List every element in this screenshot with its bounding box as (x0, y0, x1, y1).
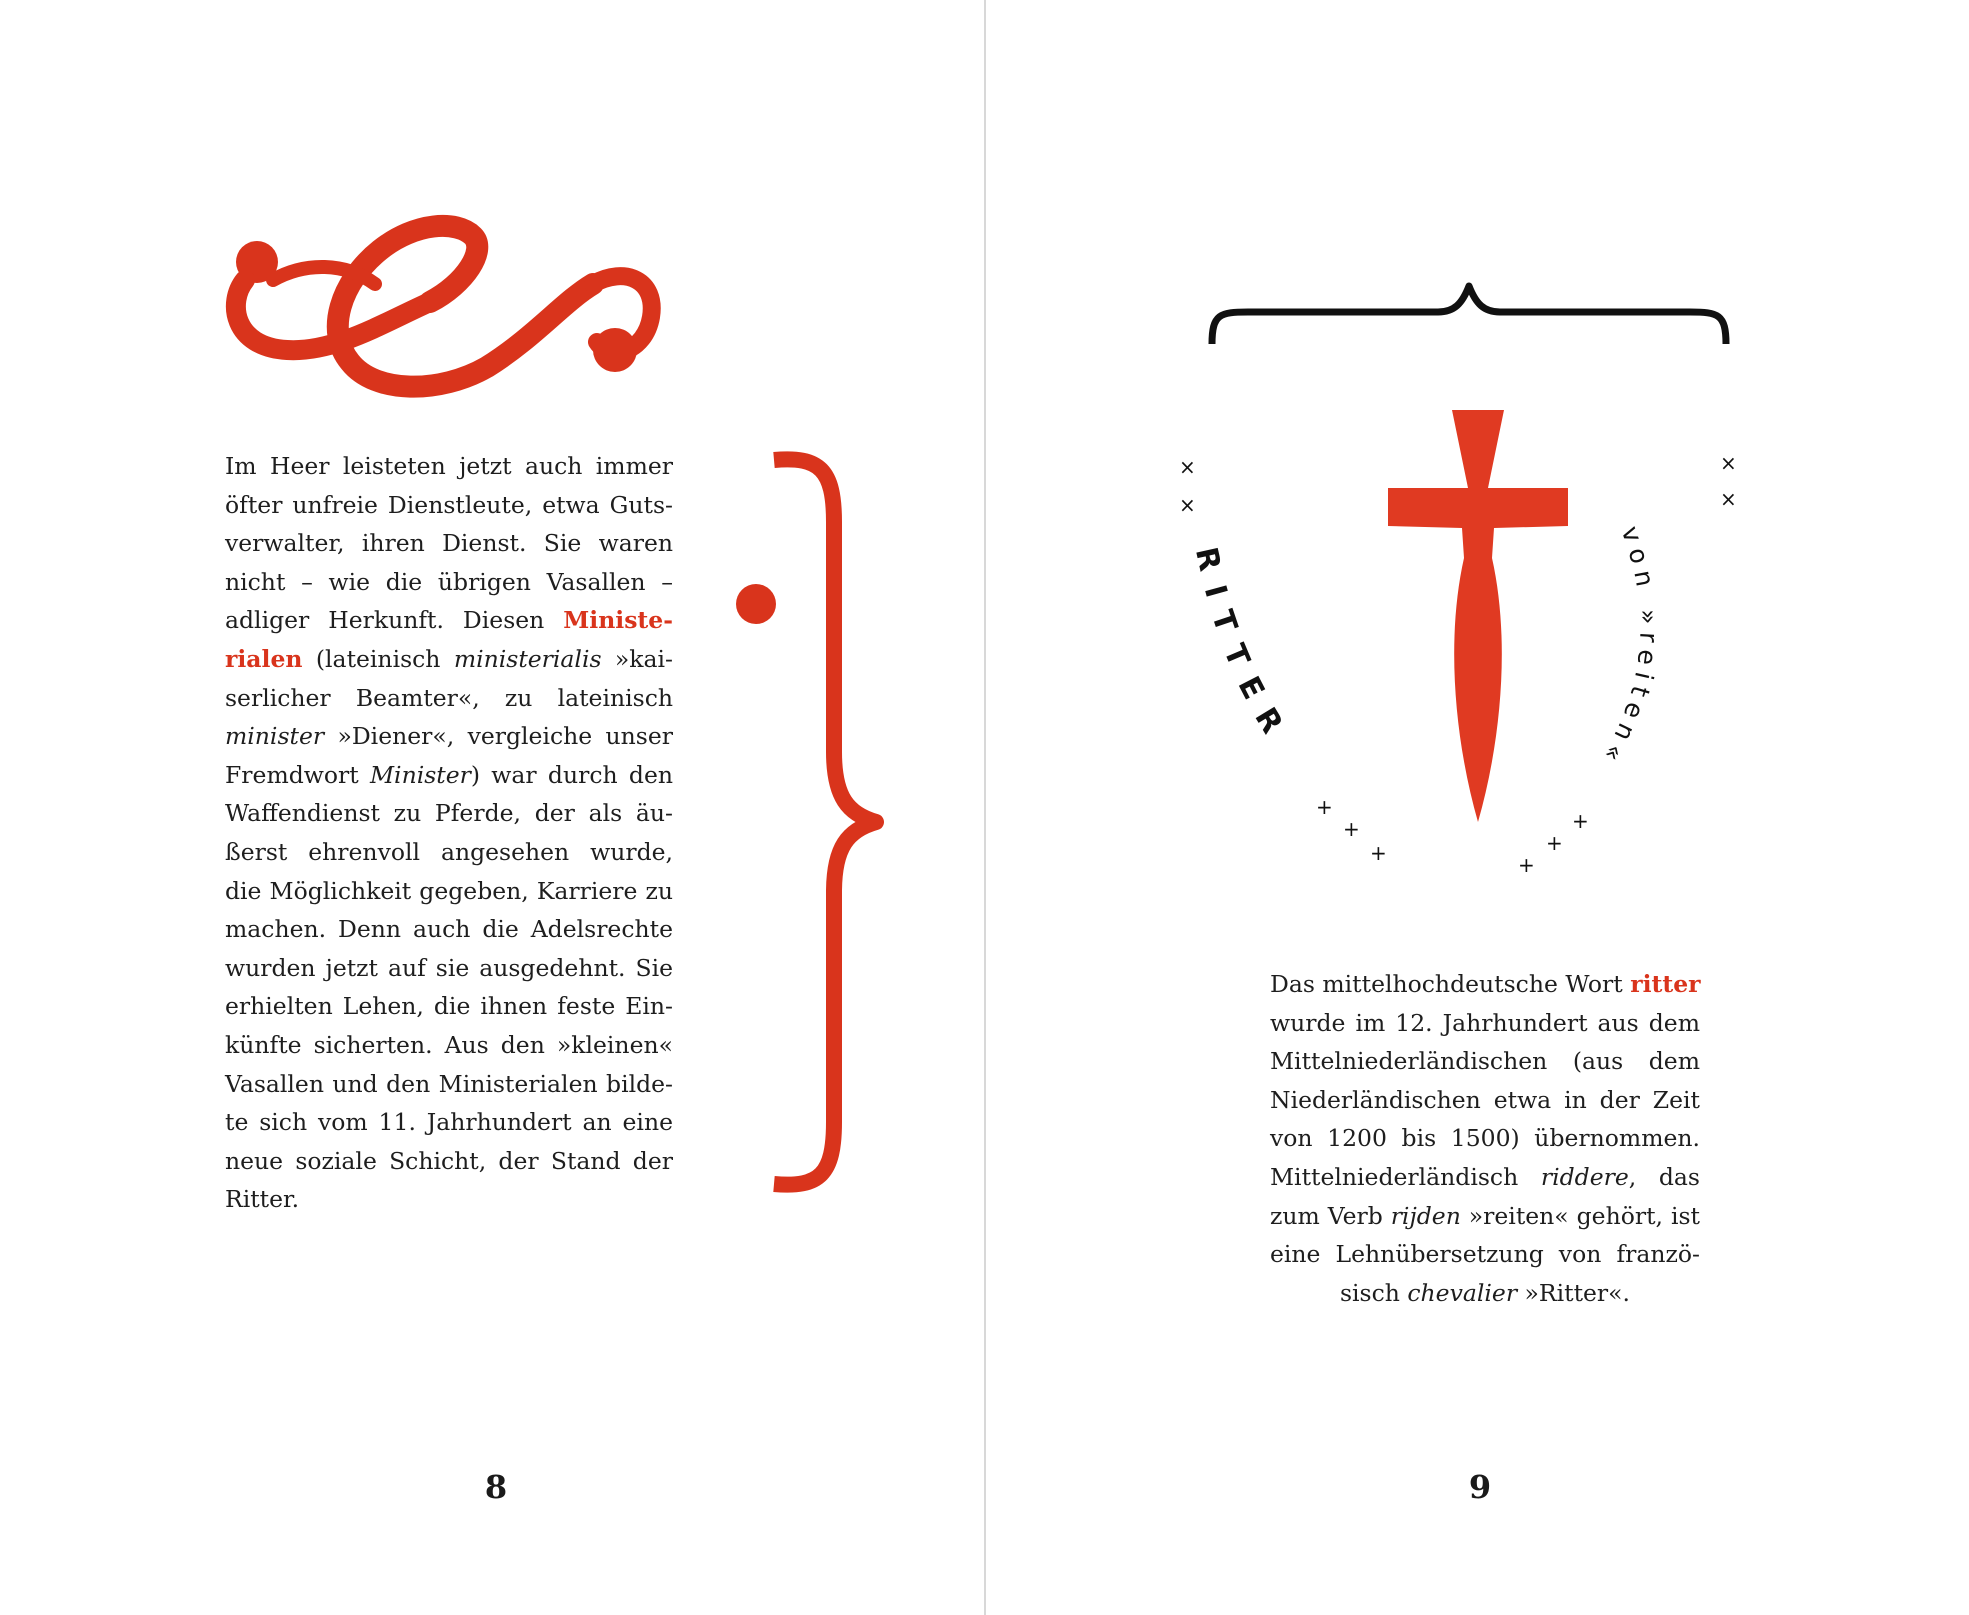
text-line: die Möglichkeit gegeben, Karriere zu (225, 876, 673, 905)
highlight-ritter: ritter (1630, 970, 1701, 998)
left-page (0, 0, 984, 1615)
arc-text-figure (1176, 440, 1756, 900)
cross-mark: × (1720, 487, 1737, 511)
arc-label-von-reiten: von »reiten« (1594, 522, 1664, 773)
text-line: sisch chevalier »Ritter«. (1339, 1278, 1630, 1307)
text-line: Mittelniederländisch riddere, das (1270, 1162, 1700, 1191)
text-line: Mittelniederländischen (aus dem (1270, 1047, 1700, 1076)
text-line: Vasallen und den Ministerialen bilde- (225, 1069, 673, 1098)
right-body-text (1270, 965, 1700, 1312)
cross-mark: × (1179, 493, 1196, 517)
text-line: von 1200 bis 1500) übernommen. (1270, 1124, 1700, 1153)
text-line: rialen (lateinisch ministerialis »kai- (225, 644, 673, 673)
text-line: Im Heer leisteten jetzt auch immer (225, 452, 673, 480)
text-line: ßerst ehrenvoll angesehen wurde, (225, 837, 673, 866)
text-line: te sich vom 11. Jahrhundert an eine (225, 1108, 673, 1137)
text-line: wurden jetzt auf sie ausgedehnt. Sie (225, 953, 673, 982)
text-line: machen. Denn auch die Adelsrechte (225, 915, 673, 944)
text-line: öfter unfreie Dienstleute, etwa Guts- (225, 490, 673, 519)
highlight-ministerialen: rialen (225, 644, 303, 673)
text-line: erhielten Lehen, die ihnen feste Ein- (225, 992, 673, 1021)
text-line: Ritter. (225, 1185, 300, 1214)
text-line: verwalter, ihren Dienst. Sie waren (225, 529, 673, 558)
text-line: eine Lehnübersetzung von franzö- (1270, 1240, 1700, 1269)
plus-mark: + (1572, 809, 1589, 833)
text-line: minister »Diener«, vergleiche unser (225, 722, 673, 751)
text-line: wurde im 12. Jahrhundert aus dem (1270, 1008, 1700, 1037)
cross-mark: × (1720, 451, 1737, 475)
text-line: Fremdwort Minister) war durch den (225, 760, 673, 789)
right-page (986, 0, 1969, 1615)
page-number: 8 (484, 1468, 508, 1506)
curly-brace-horizontal-icon (1208, 282, 1730, 348)
section-sign-swash-icon (225, 222, 665, 407)
text-line: serlicher Beamter«, zu lateinisch (225, 683, 673, 712)
cross-mark: × (1179, 455, 1196, 479)
text-line: zum Verb rijden »reiten« gehört, ist (1270, 1201, 1700, 1230)
plus-mark: + (1370, 841, 1387, 865)
text-line: Waffendienst zu Pferde, der als äu- (225, 799, 673, 828)
highlight-ministerialen: Ministe- (563, 606, 673, 635)
text-line: Niederländischen etwa in der Zeit (1270, 1085, 1700, 1114)
plus-mark: + (1316, 795, 1333, 819)
text-line: künfte sicherten. Aus den »kleinen« (225, 1030, 673, 1059)
curly-brace-right-icon (770, 452, 880, 1192)
page-number: 9 (1468, 1468, 1492, 1506)
text-line: Das mittelhochdeutsche Wort ritter (1270, 970, 1701, 998)
plus-mark: + (1343, 817, 1360, 841)
text-line: nicht – wie die übrigen Vasallen – (225, 567, 673, 596)
left-body-text (225, 447, 673, 1219)
arc-label-ritter: RITTER (1187, 544, 1298, 754)
plus-mark: + (1546, 831, 1563, 855)
text-line: adliger Herkunft. Diesen Ministe- (225, 606, 673, 635)
text-line: neue soziale Schicht, der Stand der (225, 1146, 673, 1175)
plus-mark: + (1518, 853, 1535, 877)
